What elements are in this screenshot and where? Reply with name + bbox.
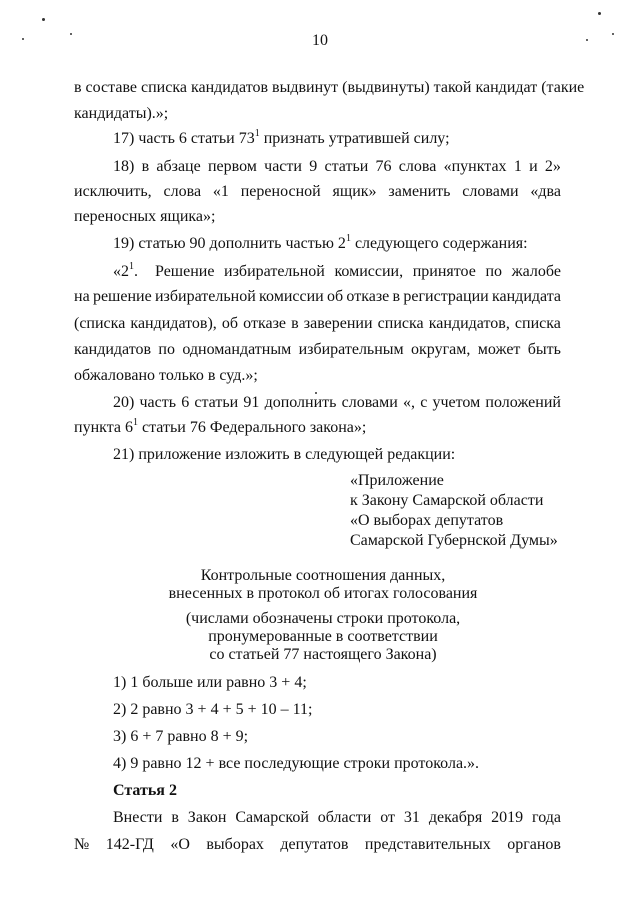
word: часть	[139, 394, 177, 411]
text-span: «2	[113, 263, 129, 280]
justified-line	[113, 808, 561, 828]
appendix-header-line: «Приложение	[350, 472, 444, 489]
word: 2019	[491, 809, 524, 826]
scan-speck	[42, 18, 45, 21]
word: жалобе	[511, 263, 561, 280]
word: органов	[507, 836, 561, 853]
text-span: 19) статью 90 дополнить частью 2	[113, 235, 346, 252]
word: кандидата	[491, 288, 561, 305]
word: 76	[375, 158, 392, 175]
word: об	[221, 315, 239, 332]
word: комиссии	[259, 288, 324, 305]
text-line	[113, 262, 138, 282]
word: списка	[514, 315, 561, 332]
text-line	[113, 234, 528, 254]
text-span: пункта 6	[74, 419, 133, 436]
word: об	[327, 288, 344, 305]
relation-item: 4) 9 равно 12 + все последующие строки протокола.».	[113, 755, 480, 772]
word: Решение	[155, 263, 215, 280]
word: слова	[163, 183, 202, 200]
word: «два	[530, 183, 561, 200]
text-line	[74, 418, 366, 438]
justified-line	[74, 835, 561, 855]
appendix-subtitle-line: со статьей 77 настоящего Закона)	[209, 646, 437, 663]
word: принятое	[412, 263, 476, 280]
word: списка	[377, 315, 424, 332]
word: «1	[212, 183, 229, 200]
text-line: кандидаты).»;	[74, 105, 169, 122]
word: одномандатным	[182, 341, 292, 358]
superscript: 1	[345, 233, 351, 244]
word: округам,	[411, 341, 471, 358]
word: и	[529, 158, 538, 175]
word: может	[477, 341, 521, 358]
word: заверении	[303, 315, 373, 332]
word: положений	[485, 394, 561, 411]
text-line: 21) приложение изложить в следующей редакции:	[113, 446, 456, 463]
justified-line	[155, 262, 561, 282]
relation-item: 1) 1 больше или равно 3 + 4;	[113, 674, 307, 691]
text-span: статьи 76 Федерального закона»;	[137, 419, 367, 436]
text-span: 17) часть 6 статьи 73	[113, 130, 255, 147]
article-heading: Статья 2	[113, 782, 177, 799]
word: 1	[513, 158, 522, 175]
word: отказе	[346, 288, 390, 305]
appendix-title-line: внесенных в протокол об итогах голосования	[168, 585, 478, 602]
justified-line	[74, 182, 561, 202]
word: 31	[403, 809, 420, 826]
word: статьи	[194, 394, 239, 411]
word: области	[317, 809, 372, 826]
word: 142-ГД	[105, 836, 154, 853]
word: словами	[341, 394, 398, 411]
word: ящик»	[332, 183, 377, 200]
word: комиссии,	[334, 263, 404, 280]
word: 9	[309, 158, 318, 175]
text-line	[113, 129, 450, 149]
word: избирательной	[154, 288, 256, 305]
word: с	[420, 394, 428, 411]
text-span: следующего содержания:	[350, 235, 528, 252]
text-span: признать утратившей силу;	[259, 130, 450, 147]
superscript: 1	[254, 128, 260, 139]
word: 6	[181, 394, 190, 411]
word: кандидатов),	[130, 315, 217, 332]
word: первом	[207, 158, 257, 175]
text-line: переносных ящика»;	[74, 208, 216, 225]
word: 91	[243, 394, 260, 411]
appendix-title-line: Контрольные соотношения данных,	[200, 567, 446, 584]
word: Закон	[187, 809, 227, 826]
word: регистрации	[403, 288, 489, 305]
word: 18)	[113, 158, 135, 175]
text-line: обжаловано только в суд.»;	[74, 367, 258, 384]
word: №	[74, 836, 90, 853]
scan-speck	[598, 12, 601, 15]
word: дополнить	[264, 394, 337, 411]
word: Внести	[113, 809, 163, 826]
word: абзаце	[156, 158, 201, 175]
relation-item: 2) 2 равно 3 + 4 + 5 + 10 – 11;	[113, 701, 313, 718]
word: по	[485, 263, 503, 280]
appendix-header-line: Самарской Губернской Думы»	[350, 532, 558, 549]
appendix-subtitle-line: (числами обозначены строки протокола,	[185, 610, 461, 627]
page-number: 10	[312, 32, 328, 49]
word: декабря	[428, 809, 483, 826]
word: представительных	[364, 836, 491, 853]
word: переносной	[240, 183, 321, 200]
word: решение	[92, 288, 152, 305]
justified-line	[113, 157, 561, 177]
word: депутатов	[280, 836, 349, 853]
word: избирательной	[224, 263, 325, 280]
appendix-header-line: «О выборах депутатов	[350, 512, 504, 529]
word: словами	[462, 183, 519, 200]
word: отказе	[243, 315, 286, 332]
superscript: 1	[129, 261, 134, 272]
word: «,	[403, 394, 416, 411]
word: выборах	[206, 836, 264, 853]
word: в	[171, 809, 179, 826]
justified-line	[113, 393, 561, 413]
word: избирательным	[298, 341, 404, 358]
word: учетом	[432, 394, 481, 411]
justified-line	[74, 314, 561, 334]
text-span: .	[134, 263, 138, 280]
word: «О	[170, 836, 190, 853]
word: кандидатов,	[428, 315, 510, 332]
word: в	[141, 158, 150, 175]
justified-line	[74, 340, 561, 360]
word: года	[532, 809, 561, 826]
word: в	[392, 288, 401, 305]
word: «пунктах	[443, 158, 507, 175]
word: быть	[527, 341, 561, 358]
appendix-header-line: к Закону Самарской области	[350, 492, 544, 509]
word: Самарской	[235, 809, 309, 826]
word: заменить	[388, 183, 451, 200]
word: по	[158, 341, 175, 358]
appendix-subtitle-line: пронумерованные в соответствии	[208, 628, 438, 645]
word: от	[380, 809, 395, 826]
word: в	[291, 315, 299, 332]
text-line: в составе списка кандидатов выдвинут (выдвинуты) такой кандидат (такие	[74, 79, 585, 96]
word: исключить,	[74, 183, 152, 200]
word: части	[264, 158, 302, 175]
word: кандидатов	[74, 341, 152, 358]
word: 20)	[113, 394, 135, 411]
word: на	[74, 288, 90, 305]
superscript: 1	[132, 417, 138, 428]
relation-item: 3) 6 + 7 равно 8 + 9;	[113, 728, 249, 745]
word: слова	[398, 158, 437, 175]
word: (списка	[74, 315, 126, 332]
justified-line	[74, 287, 561, 307]
word: статьи	[324, 158, 369, 175]
word: 2»	[544, 158, 561, 175]
